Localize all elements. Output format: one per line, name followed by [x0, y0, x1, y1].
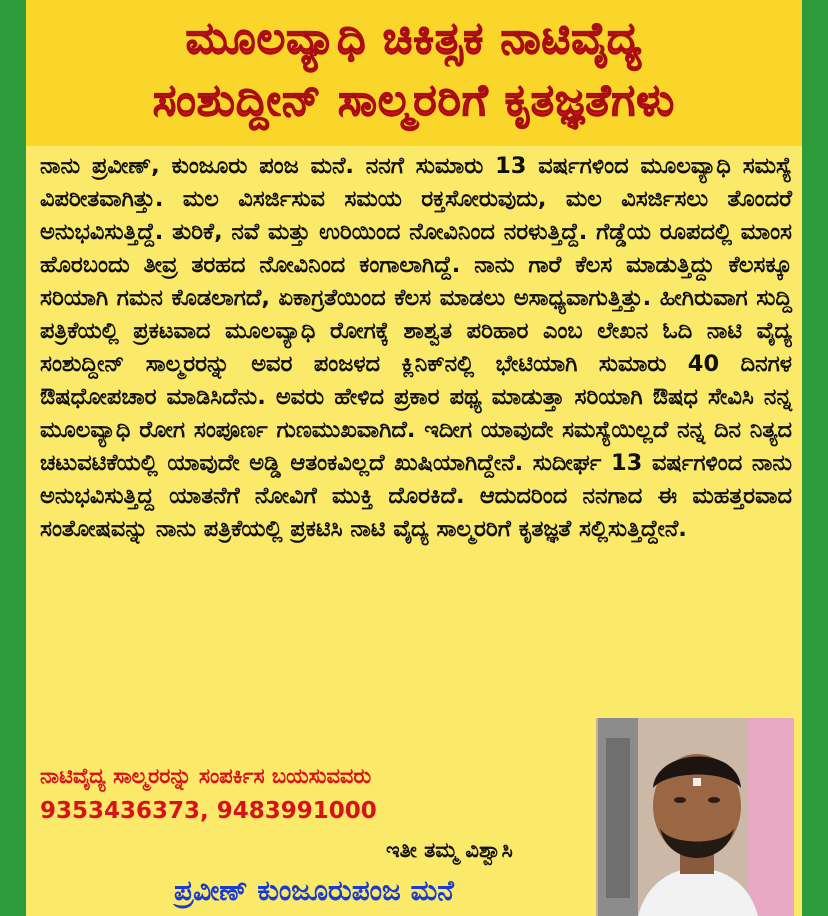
headline-line-1: ಮೂಲವ್ಯಾಧಿ ಚಿಕಿತ್ಸಕ ನಾಟಿವೈದ್ಯ [185, 13, 643, 64]
person-portrait-icon [598, 718, 794, 916]
testimonial-photo [596, 718, 794, 916]
testimonial-paragraph: ನಾನು ಪ್ರವೀಣ್, ಕುಂಜೂರು ಪಂಜ ಮನೆ. ನನಗೆ ಸುಮಾರು 13 ವರ್ಷಗಳಿಂದ ಮೂಲವ್ಯಾಧಿ ಸಮಸ್ಯೆ ವಿಪರೀತವಾಗಿತ್ತು. ಮಲ ವಿಸರ್ಜಿಸುವ ಸಮಯ ರಕ್ತಸೋರುವುದು, ಮಲ ವಿಸರ್ಜಿಸಲು ತೊಂದರೆ ಅನುಭವಿಸುತ್ತಿದ್ದೆ. ತುರಿಕೆ, ನವೆ ಮತ್ತು ಉರಿಯಿಂದ ನೋವಿನಿಂದ ನರಳುತ್ತಿದ್ದೆ. ಗೆಡ್ಡೆಯ ರೂಪದಲ್ಲಿ ಮಾಂಸ ಹೊರಬಂದು ತೀವ್ರ ತರಹದ ನೋವಿನಿಂದ ಕಂಗಾಲಾಗಿದ್ದೆ. ನಾನು ಗಾರೆ ಕೆಲಸ ಮಾಡುತ್ತಿದ್ದು ಕೆಲಸಕ್ಕೂ ಸರಿಯಾಗಿ ಗಮನ ಕೊಡಲಾಗದೆ, ಏಕಾಗ್ರತೆಯಿಂದ ಕೆಲಸ ಮಾಡಲು ಅಸಾಧ್ಯವಾಗುತ್ತಿತ್ತು. ಹೀಗಿರುವಾಗ ಸುದ್ದಿ ಪತ್ರಿಕೆಯಲ್ಲಿ ಪ್ರಕಟವಾದ ಮೂಲವ್ಯಾಧಿ ರೋಗಕ್ಕೆ ಶಾಶ್ವತ ಪರಿಹಾರ ಎಂಬ ಲೇಖನ ಓದಿ ನಾಟಿ ವೈದ್ಯ ಸಂಶುದ್ದೀನ್ ಸಾಲ್ಮರರನ್ನು ಅವರ ಪಂಜಳದ ಕ್ಲಿನಿಕ್‌ನಲ್ಲಿ ಭೇಟಿಯಾಗಿ ಸುಮಾರು 40 ದಿನಗಳ ಔಷಧೋಪಚಾರ ಮಾಡಿಸಿದೆನು. ಅವರು ಹೇಳಿದ ಪ್ರಕಾರ ಪಥ್ಯ ಮಾಡುತ್ತಾ ಸರಿಯಾಗಿ ಔಷಧ ಸೇವಿಸಿ ನನ್ನ ಮೂಲವ್ಯಾಧಿ ರೋಗ ಸಂಪೂರ್ಣ ಗುಣಮುಖವಾಗಿದೆ. ಇದೀಗ ಯಾವುದೇ ಸಮಸ್ಯೆಯಿಲ್ಲದೆ ನನ್ನ ದಿನ ನಿತ್ಯದ ಚಟುವಟಿಕೆಯಲ್ಲಿ ಯಾವುದೇ ಅಡ್ಡಿ ಆತಂಕವಿಲ್ಲದೆ ಖುಷಿಯಾಗಿದ್ದೇನೆ. ಸುದೀರ್ಘ 13 ವರ್ಷಗಳಿಂದ ನಾನು ಅನುಭವಿಸುತ್ತಿದ್ದ ಯಾತನೆಗೆ ನೋವಿಗೆ ಮುಕ್ತಿ ದೊರಕಿದೆ. ಆದುದರಿಂದ ನನಗಾದ ಈ ಮಹತ್ತರವಾದ ಸಂತೋಷವನ್ನು ನಾನು ಪತ್ರಿಕೆಯಲ್ಲಿ ಪ್ರಕಟಿಸಿ ನಾಟಿ ವೈದ್ಯ ಸಾಲ್ಮರರಿಗೆ ಕೃತಜ್ಞತೆ ಸಲ್ಲಿಸುತ್ತಿದ್ದೇನೆ. [40, 153, 792, 542]
signoff-line: ಇತೀ ತಮ್ಮ ವಿಶ್ವಾಸಿ [386, 838, 513, 862]
headline-banner [26, 0, 802, 146]
signoff-name: ಪ್ರವೀಣ್ ಕುಂಜೂರುಪಂಜ ಮನೆ [174, 874, 454, 907]
advertisement-page [26, 0, 802, 916]
contact-phone-numbers: 9353436373, 9483991000 [40, 798, 377, 824]
contact-label: ನಾಟಿವೈದ್ಯ ಸಾಲ್ಮರರನ್ನು ಸಂಪರ್ಕಿಸ ಬಯಸುವವರು [40, 764, 372, 788]
headline-line-2: ಸಂಶುದ್ದೀನ್ ಸಾಲ್ಮರರಿಗೆ ಕೃತಜ್ಞತೆಗಳು [152, 75, 676, 126]
